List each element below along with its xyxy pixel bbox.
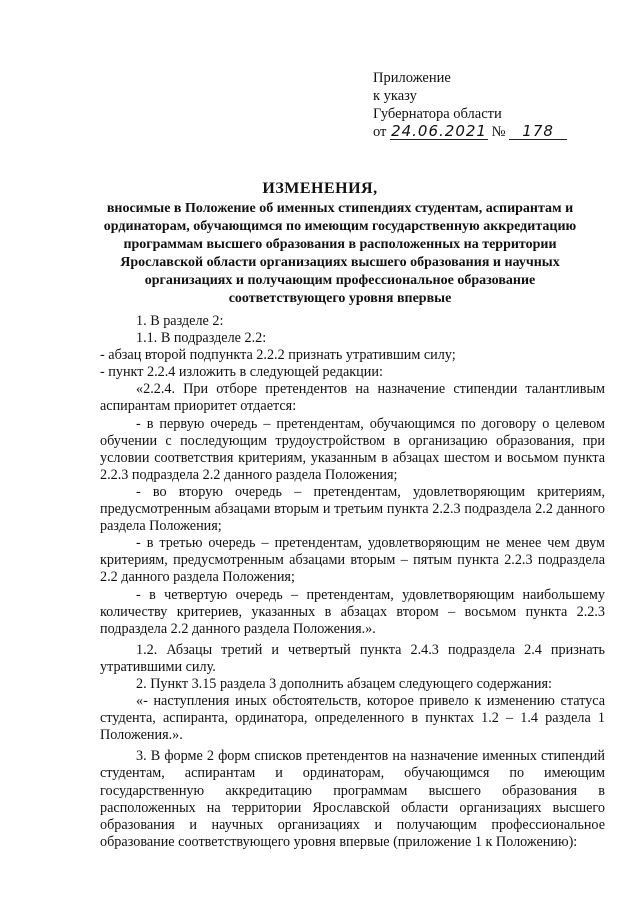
paragraph: - в третью очередь – претендентам, удовлетворяющим не менее чем двум критериям, предусмотренным абзацами вторым – пятым пункта 2.2.3 подраздела 2.2 данного раздела Положения; [100, 535, 605, 586]
number-label: № [491, 124, 506, 140]
paragraph: 2. Пункт 3.15 раздела 3 дополнить абзацем следующего содержания: [136, 675, 552, 692]
paragraph: - во вторую очередь – претендентам, удовлетворяющим критериям, предусмотренным абзацами вторым и третьим пункта 2.2.3 подраздела 2.2 данного раздела Положения; [100, 483, 605, 535]
document-subtitle: вносимые в Положение об именных стипендиях студентам, аспирантам и ординаторам, обучающимся по имеющим государственную аккредитацию программам высшего образования в расположенных на территории Ярославской области организациях высшего образования и научных организациях и получающим профессиональное образование соответствующего уровня впервые [103, 201, 577, 306]
paragraph: «2.2.4. При отборе претендентов на назначение стипендии талантливым аспирантам приоритет отдается: [100, 381, 605, 415]
paragraph: 3. В форме 2 форм списков претендентов на назначение именных стипендий студентам, аспирантам и ординаторам, обучающимся по имеющим государственную аккредитацию программам высшего образования в расположенных на территории Ярославской области организациях высшего образования и научных организациях и получающим профессиональное образование соответствующего уровня впервые (приложение 1 к Положению): [100, 748, 605, 850]
paragraph: «- наступления иных обстоятельств, которое привело к изменению статуса студента, аспиранта, ординатора, определенного в пунктах 1.2 – 1.4 раздела 1 Положения.». [100, 693, 605, 744]
document-body [100, 313, 605, 851]
appendix-header [373, 69, 567, 141]
paragraph: 1. В разделе 2: [136, 313, 224, 329]
appendix-line: к указу [373, 88, 417, 104]
paragraph: - в четвертую очередь – претендентам, удовлетворяющим наибольшему количеству критериев, указанных в абзацах втором – восьмом пункта 2.2.3 подраздела 2.2 данного раздела Положения.». [100, 586, 605, 637]
appendix-line: Приложение [373, 70, 451, 86]
paragraph: - пункт 2.2.4 изложить в следующей редакции: [100, 364, 383, 381]
appendix-line: Губернатора области [373, 106, 502, 122]
paragraph: - абзац второй подпункта 2.2.2 признать утратившим силу; [100, 347, 456, 364]
paragraph: - в первую очередь – претендентам, обучающимся по договору о целевом обучении с последующим трудоустройством в организацию образования, при условии соответствия критериям, указанным в абзацах шестом и восьмом пункта 2.2.3 подраздела 2.2 данного раздела Положения; [100, 415, 605, 483]
document-title: ИЗМЕНЕНИЯ, [262, 180, 378, 197]
decree-date-line [373, 123, 567, 141]
handwritten-date: 24.06.2021 [391, 122, 487, 140]
paragraph: 1.1. В подразделе 2.2: [136, 330, 267, 347]
handwritten-number: 178 [509, 123, 567, 140]
from-label: от [373, 124, 387, 140]
paragraph: 1.2. Абзацы третий и четвертый пункта 2.4.3 подраздела 2.4 признать утратившими силу. [100, 641, 605, 675]
